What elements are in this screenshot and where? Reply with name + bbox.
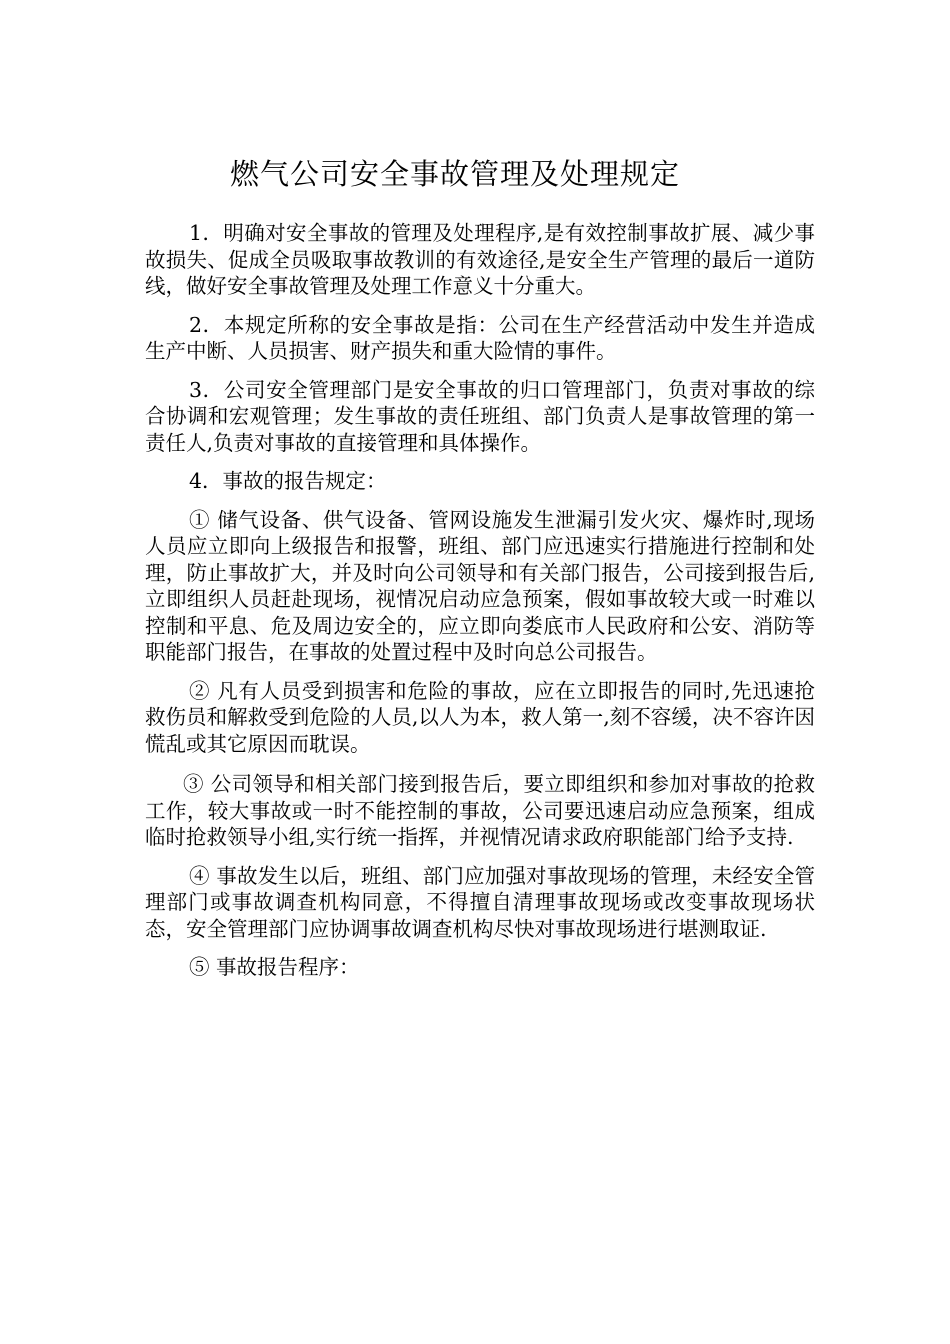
paragraph-1: 1．明确对安全事故的管理及处理程序,是有效控制事故扩展、减少事故损失、促成全员吸取事故教训的有效途径,是安全生产管理的最后一道防线，做好安全事故管理及处理工作意义十分重大。: [145, 221, 815, 298]
document-title: 燃气公司安全事故管理及处理规定: [229, 157, 680, 191]
paragraph-4-item-2: ② 凡有人员受到损害和危险的事故，应在立即报告的同时,先迅速抢救伤员和解救受到危险的人员,以人为本，救人第一,刻不容缓，决不容许因慌乱或其它原因而耽误。: [145, 678, 815, 756]
paragraph-4-item-3: ③ 公司领导和相关部门接到报告后，要立即组织和参加对事故的抢救工作，较大事故或一时不能控制的事故，公司要迅速启动应急预案，组成临时抢救领导小组,实行统一指挥，并视情况请求政府职能部门给予支持.: [145, 772, 815, 849]
paragraph-4-item-5: ⑤ 事故报告程序：: [189, 955, 360, 979]
paragraph-3: 3．公司安全管理部门是安全事故的归口管理部门，负责对事故的综合协调和宏观管理；发生事故的责任班组、部门负责人是事故管理的第一责任人,负责对事故的直接管理和具体操作。: [145, 377, 815, 455]
paragraph-4-item-1: ① 储气设备、供气设备、管网设施发生泄漏引发火灾、爆炸时,现场人员应立即向上级报告和报警，班组、部门应迅速实行措施进行控制和处理，防止事故扩大，并及时向公司领导和有关部门报告，公司接到报告后,立即组织人员赶赴现场，视情况启动应急预案，假如事故较大或一时难以控制和平息、危及周边安全的，应立即向娄底市人民政府和公安、消防等职能部门报告，在事故的处置过程中及时向总公司报告。: [145, 507, 815, 664]
paragraph-4-item-4: ④ 事故发生以后，班组、部门应加强对事故现场的管理，未经安全管理部门或事故调查机构同意，不得擅自清理事故现场或改变事故现场状态，安全管理部门应协调事故调查机构尽快对事故现场进行堪测取证.: [145, 863, 815, 941]
paragraph-2: 2．本规定所称的安全事故是指：公司在生产经营活动中发生并造成生产中断、人员损害、财产损失和重大险情的事件。: [145, 312, 815, 363]
document-body: [145, 220, 815, 993]
paragraph-4: 4．事故的报告规定：: [189, 469, 387, 493]
